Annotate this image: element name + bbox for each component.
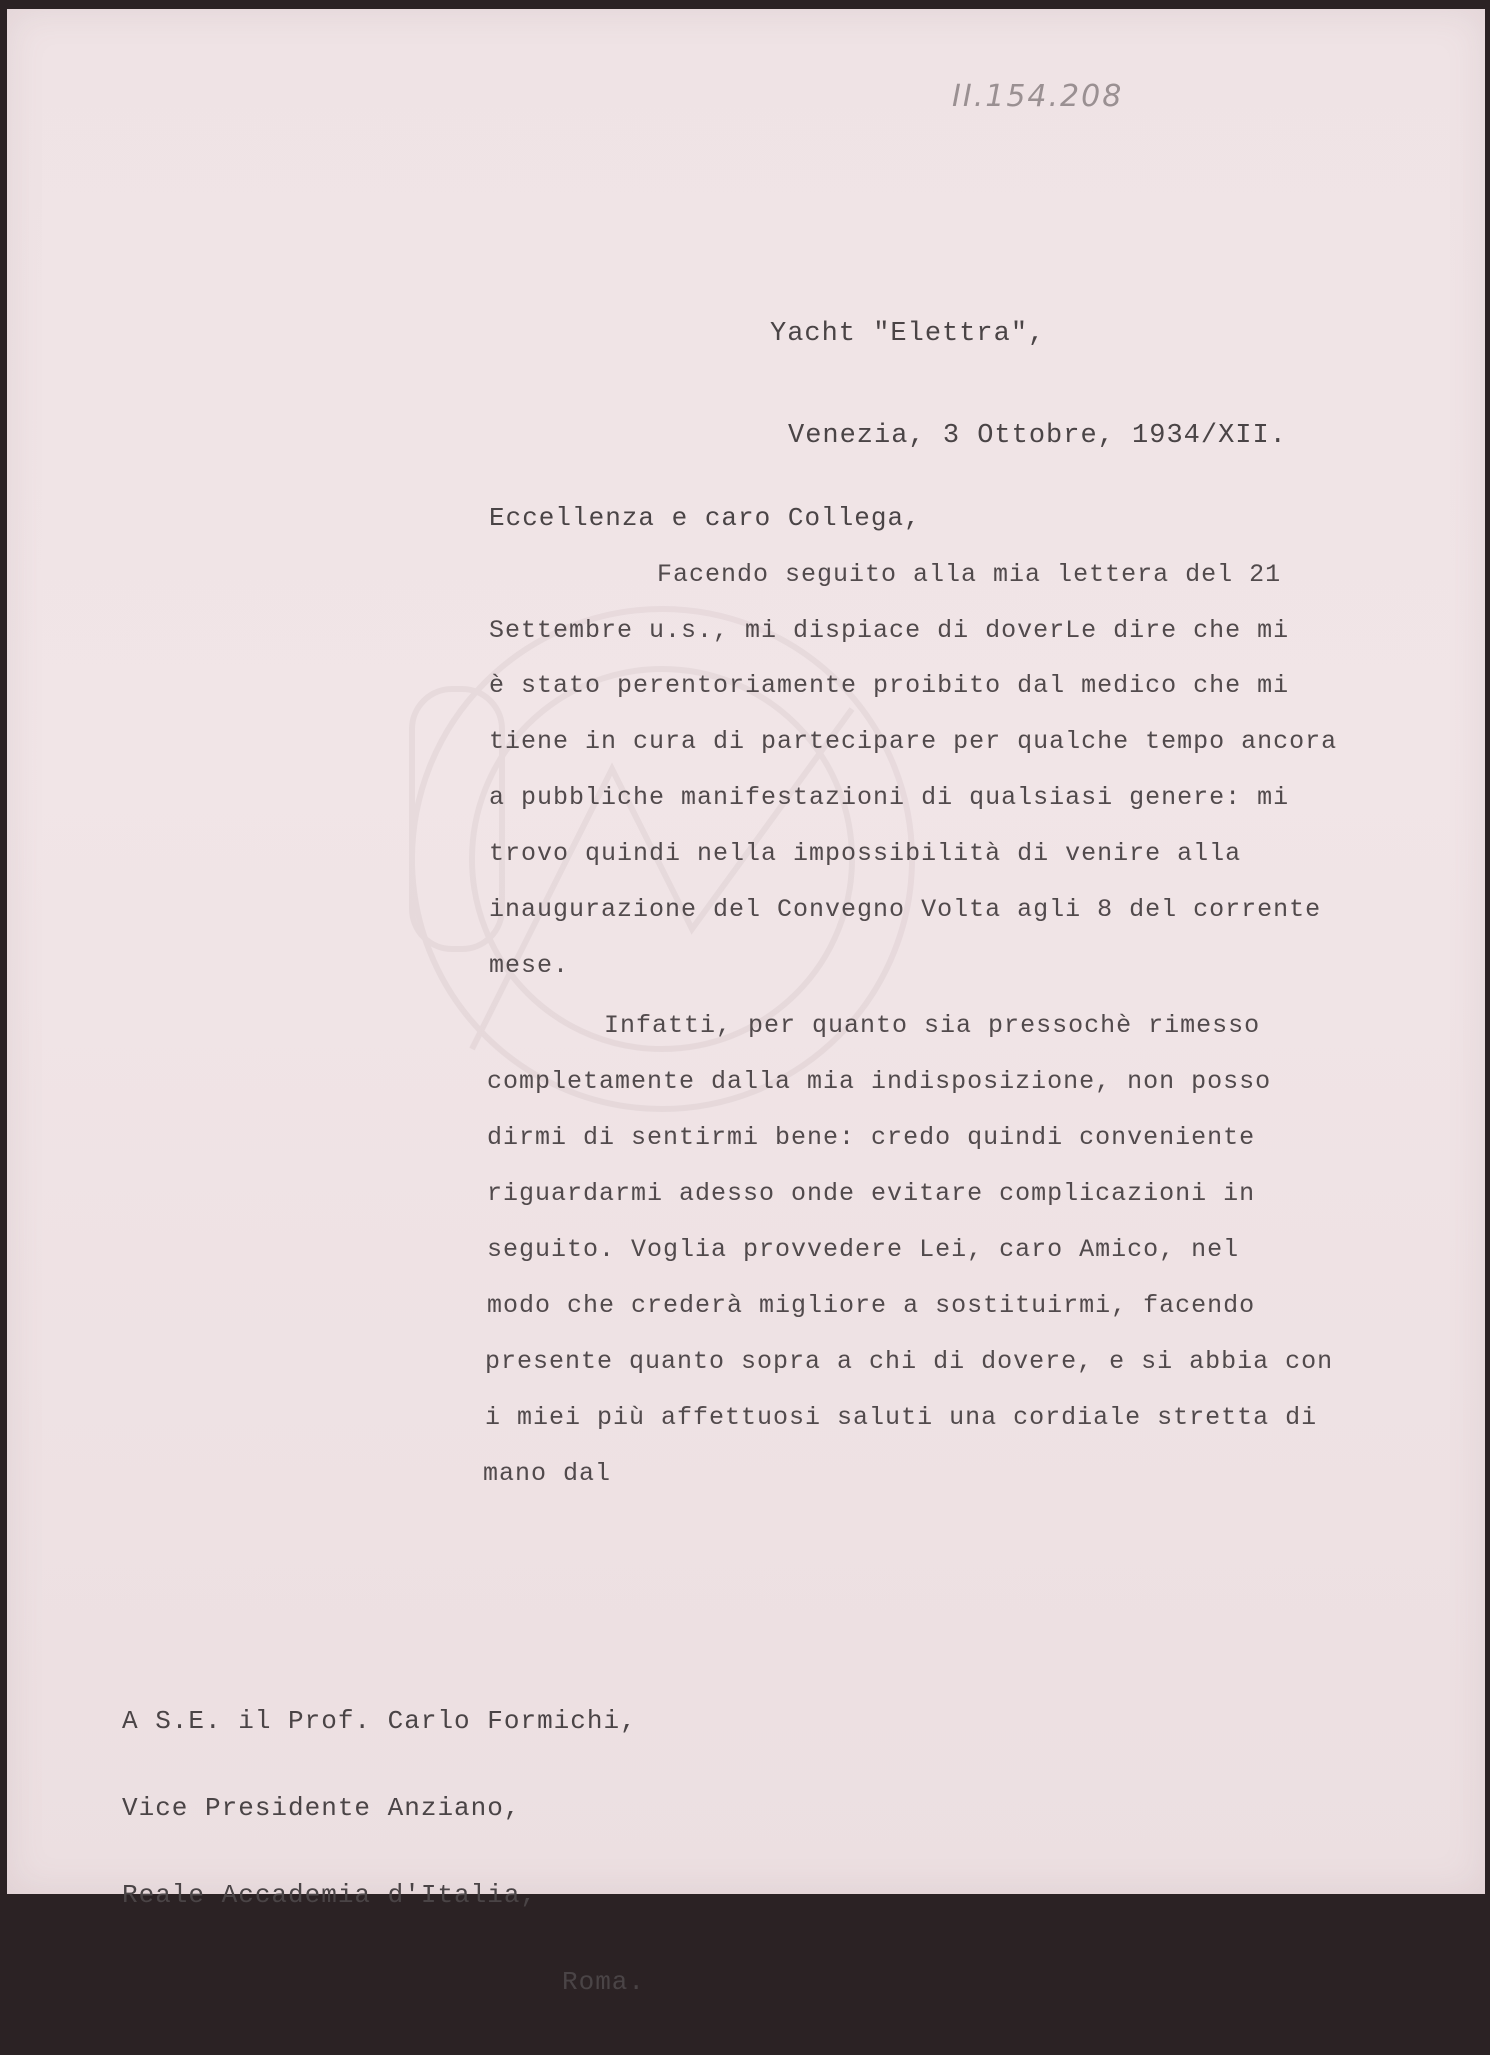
body-line: Settembre u.s., mi dispiace di doverLe dire che mi (489, 616, 1290, 645)
body-line: dirmi di sentirmi bene: credo quindi conveniente (487, 1123, 1256, 1152)
addressee-institution: Reale Accademia d'Italia, (122, 1880, 538, 1910)
body-line: è stato perentoriamente proibito dal medico che mi (489, 671, 1290, 700)
body-line: inaugurazione del Convegno Volta agli 8 del corrente (489, 895, 1322, 924)
addressee-title: Vice Presidente Anziano, (122, 1793, 521, 1823)
addressee-city: Roma. (562, 1967, 646, 1997)
body-line: Infatti, per quanto sia pressochè rimesso (604, 1011, 1261, 1040)
body-line: mese. (489, 951, 570, 980)
letter-heading (770, 249, 1287, 521)
body-line: modo che crederà migliore a sostituirmi, facendo (487, 1291, 1256, 1320)
archive-number: II.154.208 (952, 79, 1124, 114)
body-line: completamente dalla mia indisposizione, non posso (487, 1067, 1272, 1096)
body-line: trovo quindi nella impossibilità di venire alla (489, 839, 1242, 868)
body-line: Facendo seguito alla mia lettera del 21 (657, 560, 1282, 589)
body-line: a pubbliche manifestazioni di qualsiasi genere: mi (489, 783, 1290, 812)
body-line: i miei più affettuosi saluti una cordiale stretta di (485, 1403, 1318, 1432)
heading-place: Yacht "Elettra", (770, 319, 1046, 349)
body-line: presente quanto sopra a chi di dovere, e si abbia con (485, 1347, 1334, 1376)
letter-page (7, 9, 1485, 1997)
addressee-name: A S.E. il Prof. Carlo Formichi, (122, 1706, 637, 1736)
body-line: mano dal (483, 1459, 612, 1488)
addressee-block (122, 1649, 645, 2055)
body-line: riguardarmi adesso onde evitare complicazioni in (487, 1179, 1256, 1208)
salutation: Eccellenza e caro Collega, (489, 503, 921, 533)
heading-date: Venezia, 3 Ottobre, 1934/XII. (788, 421, 1287, 451)
body-line: tiene in cura di partecipare per qualche tempo ancora (489, 727, 1338, 756)
body-line: seguito. Voglia provvedere Lei, caro Amico, nel (487, 1235, 1240, 1264)
